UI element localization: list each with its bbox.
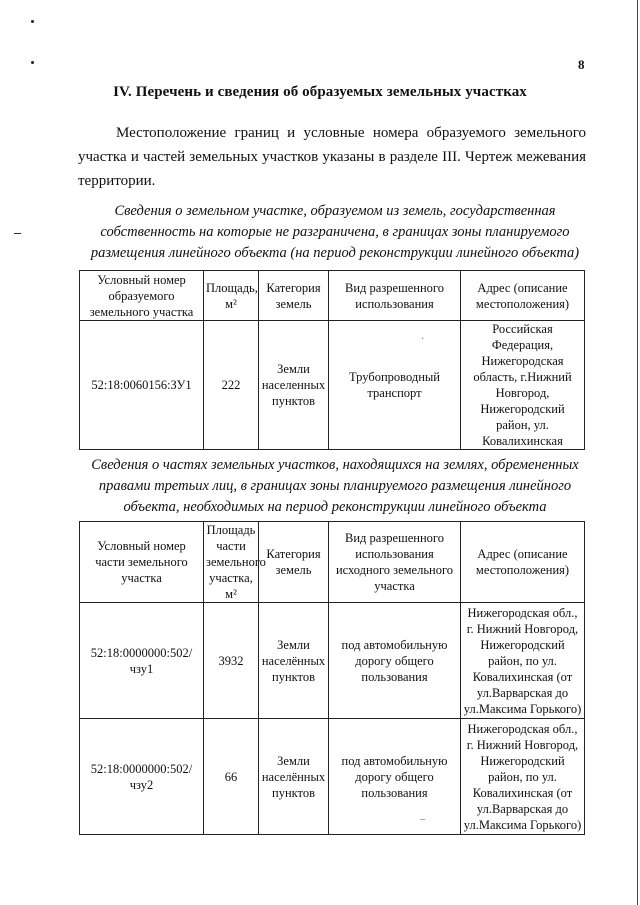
col-header-use: Вид разрешенного использования исходного земельного участка [329,522,461,603]
col-header-category: Категория земель [259,522,329,603]
cell-use: под автомобильную дорогу общего пользования [329,603,461,719]
col-header-address: Адрес (описание местоположения) [461,522,585,603]
col-header-address: Адрес (описание местоположения) [461,271,585,321]
intro-paragraph: Местоположение границ и условные номера образуемого земельного участка и частей земельных участков указаны в разделе III. Чертеж межевания территории. [78,125,586,189]
cell-use: под автомобильную дорогу общего пользования [329,719,461,835]
cell-address: Российская Федерация, Нижегородская область, г.Нижний Новгород, Нижегородский район, ул. Ковалихинская [461,321,585,450]
table1-caption: Сведения о земельном участке, образуемом из земель, государственная собственность на которые не разграничена, в границах зоны планируемого размещения линейного объекта (на период реконструкции линейного объекта) [90,203,580,261]
cell-address: Нижегородская обл., г. Нижний Новгород, Нижегородский район, по ул. Ковалихинская (от ул.Варварская до ул.Максима Горького) [461,603,585,719]
land-plot-table [79,270,585,450]
col-header-area: Площадь, м² [204,271,259,321]
cell-number: 52:18:0000000:502/чзу2 [80,719,204,835]
col-header-area: Площадь части земельного участка, м² [204,522,259,603]
cell-category: Земли населённых пунктов [259,719,329,835]
col-header-use: Вид разрешенного использования [329,271,461,321]
cell-area: 3932 [204,603,259,719]
section-heading: IV. Перечень и сведения об образуемых земельных участках [113,84,527,100]
cell-category: Земли населённых пунктов [259,603,329,719]
page-edge [637,0,638,905]
cell-number: 52:18:0000000:502/чзу1 [80,603,204,719]
table-row [80,603,585,719]
cell-category: Земли населенных пунктов [259,321,329,450]
scan-mark [14,233,21,234]
col-header-category: Категория земель [259,271,329,321]
col-header-number: Условный номер образуемого земельного участка [80,271,204,321]
page-number: 8 [578,57,585,72]
scan-speck: – [420,814,425,825]
col-header-number: Условный номер части земельного участка [80,522,204,603]
cell-address: Нижегородская обл., г. Нижний Новгород, Нижегородский район, по ул. Ковалихинская (от ул.Варварская до ул.Максима Горького) [461,719,585,835]
table-row [80,321,585,450]
cell-area: 66 [204,719,259,835]
cell-use: Трубопроводный транспорт [329,321,461,450]
cell-number: 52:18:0060156:ЗУ1 [80,321,204,450]
land-parts-table [79,521,585,835]
table2-caption: Сведения о частях земельных участков, находящихся на землях, обремененных правами третьих лиц, в границах зоны планируемого размещения линейного объекта, необходимых на период реконструкции линейного объекта [91,457,579,515]
cell-area: 222 [204,321,259,450]
scan-speck: · [421,334,425,345]
scan-mark [31,61,34,64]
table-row [80,719,585,835]
scan-mark [31,20,34,23]
